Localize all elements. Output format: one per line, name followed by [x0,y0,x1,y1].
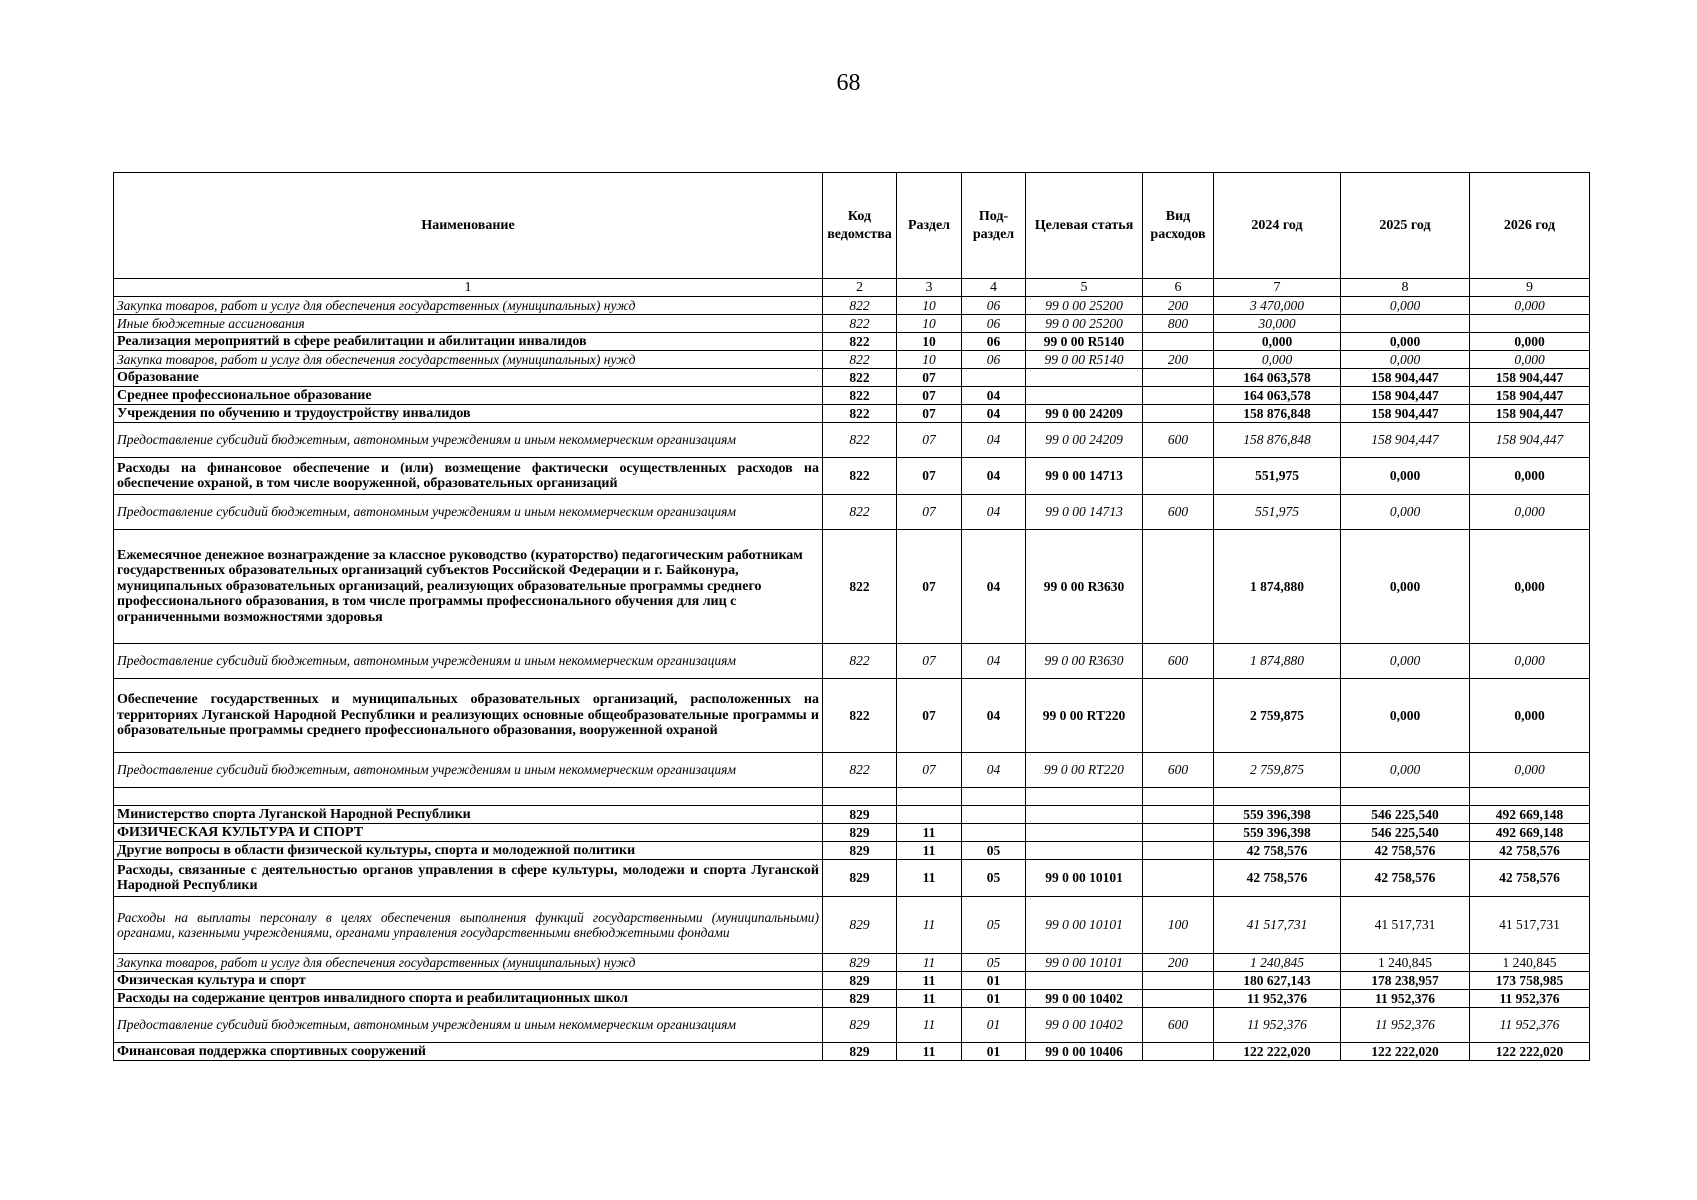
target-article: 99 0 00 R3630 [1026,644,1143,679]
table-row [114,405,1590,423]
expense-type: 800 [1143,315,1214,333]
table-row [114,369,1590,387]
subsection: 04 [962,530,1026,644]
value-2026: 158 904,447 [1470,387,1590,405]
target-article: 99 0 00 10101 [1026,897,1143,954]
row-name: Предоставление субсидий бюджетным, автономным учреждениям и иным некоммерческим организациям [114,753,823,788]
column-number: 1 [114,279,823,297]
subsection: 01 [962,972,1026,990]
table-row [114,387,1590,405]
row-name: Среднее профессиональное образование [114,387,823,405]
row-name: Закупка товаров, работ и услуг для обеспечения государственных (муниципальных) нужд [114,297,823,315]
expense-type [1143,1043,1214,1061]
table-row [114,458,1590,495]
expense-type: 200 [1143,954,1214,972]
expense-type: 200 [1143,297,1214,315]
value-2024: 1 874,880 [1214,530,1341,644]
value-2026: 173 758,985 [1470,972,1590,990]
table-row [114,842,1590,860]
value-2024: 42 758,576 [1214,860,1341,897]
expense-type [1143,333,1214,351]
expense-type [1143,369,1214,387]
section: 07 [897,495,962,530]
section: 11 [897,1008,962,1043]
value-2025 [1341,788,1470,806]
expense-type [1143,842,1214,860]
value-2024: 164 063,578 [1214,369,1341,387]
target-article: 99 0 00 14713 [1026,458,1143,495]
row-name: Министерство спорта Луганской Народной Республики [114,806,823,824]
value-2026: 1 240,845 [1470,954,1590,972]
value-2026: 41 517,731 [1470,897,1590,954]
subsection: 05 [962,842,1026,860]
section: 07 [897,405,962,423]
value-2025: 11 952,376 [1341,990,1470,1008]
dept-code: 822 [823,458,897,495]
table-row [114,806,1590,824]
header-subsection: Под-раздел [962,173,1026,279]
column-number: 3 [897,279,962,297]
section: 07 [897,679,962,753]
value-2024: 2 759,875 [1214,753,1341,788]
row-name: Расходы на финансовое обеспечение и (или) возмещение фактически осуществленных расходов на обеспечение охраной, в том числе вооруженной, образовательных организаций [114,458,823,495]
target-article [1026,972,1143,990]
value-2025: 1 240,845 [1341,954,1470,972]
table-row [114,1043,1590,1061]
value-2025: 0,000 [1341,495,1470,530]
table-row [114,530,1590,644]
value-2024: 41 517,731 [1214,897,1341,954]
header-expense-type: Вид расходов [1143,173,1214,279]
column-numbers-row [114,279,1590,297]
value-2024: 3 470,000 [1214,297,1341,315]
row-name: Реализация мероприятий в сфере реабилитации и абилитации инвалидов [114,333,823,351]
dept-code: 822 [823,351,897,369]
dept-code: 829 [823,954,897,972]
value-2026: 0,000 [1470,333,1590,351]
section: 11 [897,824,962,842]
table-row [114,972,1590,990]
value-2025: 0,000 [1341,644,1470,679]
column-number: 2 [823,279,897,297]
value-2026: 122 222,020 [1470,1043,1590,1061]
section: 10 [897,297,962,315]
value-2024: 551,975 [1214,458,1341,495]
value-2026: 0,000 [1470,297,1590,315]
value-2026: 492 669,148 [1470,824,1590,842]
row-name: Предоставление субсидий бюджетным, автономным учреждениям и иным некоммерческим организациям [114,423,823,458]
section: 11 [897,1043,962,1061]
expense-type [1143,860,1214,897]
dept-code: 822 [823,369,897,387]
dept-code: 822 [823,530,897,644]
dept-code: 829 [823,990,897,1008]
value-2025: 0,000 [1341,297,1470,315]
subsection: 04 [962,405,1026,423]
value-2026: 42 758,576 [1470,842,1590,860]
dept-code: 829 [823,842,897,860]
table-row [114,954,1590,972]
section: 07 [897,369,962,387]
dept-code: 822 [823,495,897,530]
expense-type: 600 [1143,423,1214,458]
value-2024: 559 396,398 [1214,824,1341,842]
dept-code: 822 [823,387,897,405]
dept-code: 829 [823,1008,897,1043]
table-row [114,897,1590,954]
dept-code [823,788,897,806]
subsection: 05 [962,897,1026,954]
subsection: 01 [962,1008,1026,1043]
value-2025: 11 952,376 [1341,1008,1470,1043]
target-article [1026,369,1143,387]
expense-type [1143,679,1214,753]
subsection: 04 [962,387,1026,405]
subsection: 04 [962,753,1026,788]
expense-type [1143,387,1214,405]
expense-type [1143,990,1214,1008]
expense-type [1143,806,1214,824]
dept-code: 829 [823,860,897,897]
value-2024: 42 758,576 [1214,842,1341,860]
table-row [114,315,1590,333]
value-2026: 0,000 [1470,753,1590,788]
row-name: Другие вопросы в области физической культуры, спорта и молодежной политики [114,842,823,860]
value-2025: 158 904,447 [1341,369,1470,387]
subsection [962,788,1026,806]
section: 07 [897,530,962,644]
value-2025: 546 225,540 [1341,806,1470,824]
target-article: 99 0 00 RT220 [1026,679,1143,753]
value-2024: 164 063,578 [1214,387,1341,405]
value-2024: 180 627,143 [1214,972,1341,990]
value-2024: 2 759,875 [1214,679,1341,753]
dept-code: 822 [823,333,897,351]
value-2024: 0,000 [1214,351,1341,369]
target-article [1026,842,1143,860]
value-2026: 492 669,148 [1470,806,1590,824]
value-2024: 559 396,398 [1214,806,1341,824]
expense-type [1143,824,1214,842]
section: 07 [897,753,962,788]
value-2024: 158 876,848 [1214,423,1341,458]
dept-code: 829 [823,806,897,824]
row-name: Учреждения по обучению и трудоустройству инвалидов [114,405,823,423]
value-2026: 0,000 [1470,644,1590,679]
value-2025: 0,000 [1341,679,1470,753]
value-2025: 122 222,020 [1341,1043,1470,1061]
table-row [114,860,1590,897]
table-row [114,644,1590,679]
target-article: 99 0 00 R5140 [1026,351,1143,369]
header-dept-code: Код ведомства [823,173,897,279]
column-number: 4 [962,279,1026,297]
value-2026: 11 952,376 [1470,1008,1590,1043]
dept-code: 822 [823,297,897,315]
subsection: 01 [962,1043,1026,1061]
header-name: Наименование [114,173,823,279]
value-2025: 0,000 [1341,458,1470,495]
section: 11 [897,842,962,860]
target-article: 99 0 00 10402 [1026,1008,1143,1043]
target-article [1026,387,1143,405]
target-article: 99 0 00 RT220 [1026,753,1143,788]
budget-table [113,172,1590,1061]
header-row [114,173,1590,279]
expense-type [1143,458,1214,495]
target-article: 99 0 00 10101 [1026,954,1143,972]
value-2026: 0,000 [1470,495,1590,530]
value-2025: 546 225,540 [1341,824,1470,842]
value-2024: 11 952,376 [1214,990,1341,1008]
value-2024: 122 222,020 [1214,1043,1341,1061]
column-number: 5 [1026,279,1143,297]
subsection [962,824,1026,842]
target-article: 99 0 00 10406 [1026,1043,1143,1061]
row-name: Закупка товаров, работ и услуг для обеспечения государственных (муниципальных) нужд [114,351,823,369]
subsection: 05 [962,954,1026,972]
row-name: Финансовая поддержка спортивных сооружений [114,1043,823,1061]
table-row [114,1008,1590,1043]
row-name: Закупка товаров, работ и услуг для обеспечения государственных (муниципальных) нужд [114,954,823,972]
section: 07 [897,423,962,458]
value-2025: 0,000 [1341,753,1470,788]
value-2025: 41 517,731 [1341,897,1470,954]
value-2026: 158 904,447 [1470,369,1590,387]
expense-type: 100 [1143,897,1214,954]
column-number: 9 [1470,279,1590,297]
section: 11 [897,990,962,1008]
value-2025: 0,000 [1341,351,1470,369]
row-name [114,788,823,806]
table-row [114,990,1590,1008]
value-2025: 0,000 [1341,333,1470,351]
table-row [114,333,1590,351]
header-year-2025: 2025 год [1341,173,1470,279]
subsection: 06 [962,351,1026,369]
section: 10 [897,333,962,351]
value-2024: 158 876,848 [1214,405,1341,423]
dept-code: 822 [823,679,897,753]
column-number: 7 [1214,279,1341,297]
subsection: 04 [962,679,1026,753]
value-2026: 158 904,447 [1470,423,1590,458]
value-2025: 158 904,447 [1341,405,1470,423]
value-2026: 0,000 [1470,351,1590,369]
target-article [1026,824,1143,842]
section: 07 [897,644,962,679]
value-2026: 42 758,576 [1470,860,1590,897]
dept-code: 829 [823,824,897,842]
table-body [114,297,1590,1061]
expense-type [1143,972,1214,990]
value-2026: 0,000 [1470,458,1590,495]
dept-code: 829 [823,972,897,990]
row-name: Расходы, связанные с деятельностью органов управления в сфере культуры, молодежи и спорта Луганской Народной Республики [114,860,823,897]
value-2025: 42 758,576 [1341,842,1470,860]
row-name: ФИЗИЧЕСКАЯ КУЛЬТУРА И СПОРТ [114,824,823,842]
table-row [114,495,1590,530]
value-2025: 42 758,576 [1341,860,1470,897]
table-row [114,824,1590,842]
expense-type [1143,788,1214,806]
row-name: Расходы на выплаты персоналу в целях обеспечения выполнения функций государственными (муниципальными) органами, казенными учреждениями, органами управления государственными внебюджетными фондами [114,897,823,954]
expense-type: 600 [1143,495,1214,530]
dept-code: 822 [823,644,897,679]
section: 11 [897,897,962,954]
target-article [1026,806,1143,824]
table-row [114,679,1590,753]
value-2024: 1 874,880 [1214,644,1341,679]
value-2026: 0,000 [1470,530,1590,644]
target-article: 99 0 00 24209 [1026,423,1143,458]
target-article: 99 0 00 R3630 [1026,530,1143,644]
dept-code: 822 [823,315,897,333]
subsection [962,806,1026,824]
section [897,806,962,824]
value-2026 [1470,788,1590,806]
value-2024: 0,000 [1214,333,1341,351]
section: 07 [897,458,962,495]
expense-type [1143,530,1214,644]
target-article: 99 0 00 R5140 [1026,333,1143,351]
value-2025: 158 904,447 [1341,387,1470,405]
subsection: 05 [962,860,1026,897]
row-name: Образование [114,369,823,387]
subsection: 04 [962,644,1026,679]
row-name: Предоставление субсидий бюджетным, автономным учреждениям и иным некоммерческим организациям [114,1008,823,1043]
expense-type: 600 [1143,644,1214,679]
target-article: 99 0 00 25200 [1026,297,1143,315]
target-article: 99 0 00 24209 [1026,405,1143,423]
dept-code: 829 [823,1043,897,1061]
value-2026: 11 952,376 [1470,990,1590,1008]
value-2024: 11 952,376 [1214,1008,1341,1043]
section [897,788,962,806]
target-article: 99 0 00 10101 [1026,860,1143,897]
row-name: Предоставление субсидий бюджетным, автономным учреждениям и иным некоммерческим организациям [114,495,823,530]
value-2025: 178 238,957 [1341,972,1470,990]
row-name: Расходы на содержание центров инвалидного спорта и реабилитационных школ [114,990,823,1008]
page-number: 68 [836,70,861,96]
value-2026: 0,000 [1470,679,1590,753]
value-2025: 158 904,447 [1341,423,1470,458]
dept-code: 822 [823,753,897,788]
subsection [962,369,1026,387]
value-2025 [1341,315,1470,333]
section: 10 [897,351,962,369]
header-target-article: Целевая статья [1026,173,1143,279]
value-2024 [1214,788,1341,806]
section: 11 [897,860,962,897]
subsection: 06 [962,297,1026,315]
row-name: Предоставление субсидий бюджетным, автономным учреждениям и иным некоммерческим организациям [114,644,823,679]
header-section: Раздел [897,173,962,279]
value-2026 [1470,315,1590,333]
header-year-2024: 2024 год [1214,173,1341,279]
subsection: 04 [962,458,1026,495]
section: 07 [897,387,962,405]
subsection: 04 [962,495,1026,530]
dept-code: 829 [823,897,897,954]
target-article: 99 0 00 25200 [1026,315,1143,333]
section: 11 [897,954,962,972]
value-2024: 30,000 [1214,315,1341,333]
table-row [114,297,1590,315]
expense-type: 600 [1143,1008,1214,1043]
value-2025: 0,000 [1341,530,1470,644]
target-article: 99 0 00 10402 [1026,990,1143,1008]
table-row [114,351,1590,369]
blank-row [114,788,1590,806]
column-number: 8 [1341,279,1470,297]
target-article: 99 0 00 14713 [1026,495,1143,530]
subsection: 06 [962,315,1026,333]
dept-code: 822 [823,423,897,458]
expense-type [1143,405,1214,423]
column-number: 6 [1143,279,1214,297]
value-2024: 551,975 [1214,495,1341,530]
target-article [1026,788,1143,806]
row-name: Обеспечение государственных и муниципальных образовательных организаций, расположенных на территориях Луганской Народной Республики и реализующих основные общеобразовательные программы и образовательные программы среднего профессионального образования, вооруженной охраной [114,679,823,753]
header-year-2026: 2026 год [1470,173,1590,279]
row-name: Ежемесячное денежное вознаграждение за классное руководство (кураторство) педагогическим работникам государственных образовательных организаций субъектов Российской Федерации и г. Байконура, муниципальных образовательных организаций, реализующих образовательные программы среднего профессионального образования, в том числе программы профессионального обучения для лиц с ограниченными возможностями здоровья [114,530,823,644]
table-row [114,753,1590,788]
subsection: 01 [962,990,1026,1008]
subsection: 06 [962,333,1026,351]
section: 10 [897,315,962,333]
dept-code: 822 [823,405,897,423]
expense-type: 600 [1143,753,1214,788]
value-2024: 1 240,845 [1214,954,1341,972]
row-name: Физическая культура и спорт [114,972,823,990]
value-2026: 158 904,447 [1470,405,1590,423]
row-name: Иные бюджетные ассигнования [114,315,823,333]
section: 11 [897,972,962,990]
table-row [114,423,1590,458]
expense-type: 200 [1143,351,1214,369]
subsection: 04 [962,423,1026,458]
